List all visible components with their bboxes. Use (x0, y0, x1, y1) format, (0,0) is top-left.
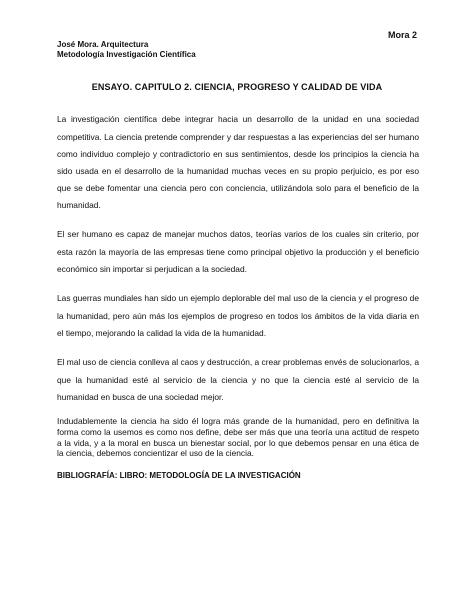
document-title: ENSAYO. CAPITULO 2. CIENCIA, PROGRESO Y CALIDAD DE VIDA (91, 82, 383, 92)
paragraph-2: El ser humano es capaz de manejar muchos datos, teorías varios de los cuales sin criterio, por esta razón la mayoría de las empresas tiene como principal objetivo la producción y el beneficio económico sin importar si perjudican a la sociedad. (57, 229, 419, 274)
course-name: Metodología Investigación Científica (57, 50, 196, 59)
paragraph-4: El mal uso de ciencia conlleva al caos y destrucción, a crear problemas envés de solucionarlos, a que la humanidad esté al servicio de la ciencia y no que la ciencia esté al servicio de la humanidad en busca de una sociedad mejor. (57, 357, 419, 402)
paragraph-3: Las guerras mundiales han sido un ejemplo deplorable del mal uso de la ciencia y el progreso de la humanidad, pero aún más los ejemplos de progreso en todos los ámbitos de la vida diaria en el tiempo, mejorando la calidad la vida de la humanidad. (57, 293, 419, 338)
page-number: Mora 2 (387, 30, 417, 40)
paragraph-5: Indudablemente la ciencia ha sido él logra más grande de la humanidad, pero en definitiva la forma como la usemos es como nos define, debe ser más que una teoría una actitud de respeto a la vida, y a la moral en busca un bienestar social, por lo que debemos pensar en una ética de la ciencia, debemos concientizar el uso de la ciencia. (57, 416, 419, 459)
paragraph-1: La investigación científica debe integrar hacia un desarrollo de la unidad en una sociedad competitiva. La ciencia pretende comprender y dar respuestas a las experiencias del ser humano como individuo complejo y contradictorio en sus sentimientos, desde los principios la ciencia ha sido usada en el desarrollo de la humanidad muchas veces en su propio perjuicio, es por eso que se debe fomentar una ciencia pero con conciencia, utilizándola solo para el beneficio de la humanidad. (57, 114, 419, 211)
author-name: José Mora. Arquitectura (57, 40, 149, 49)
author-block (57, 40, 196, 60)
bibliography: BIBLIOGRAFÍA: LIBRO: METODOLOGÍA DE LA INVESTIGACIÓN (57, 471, 301, 480)
